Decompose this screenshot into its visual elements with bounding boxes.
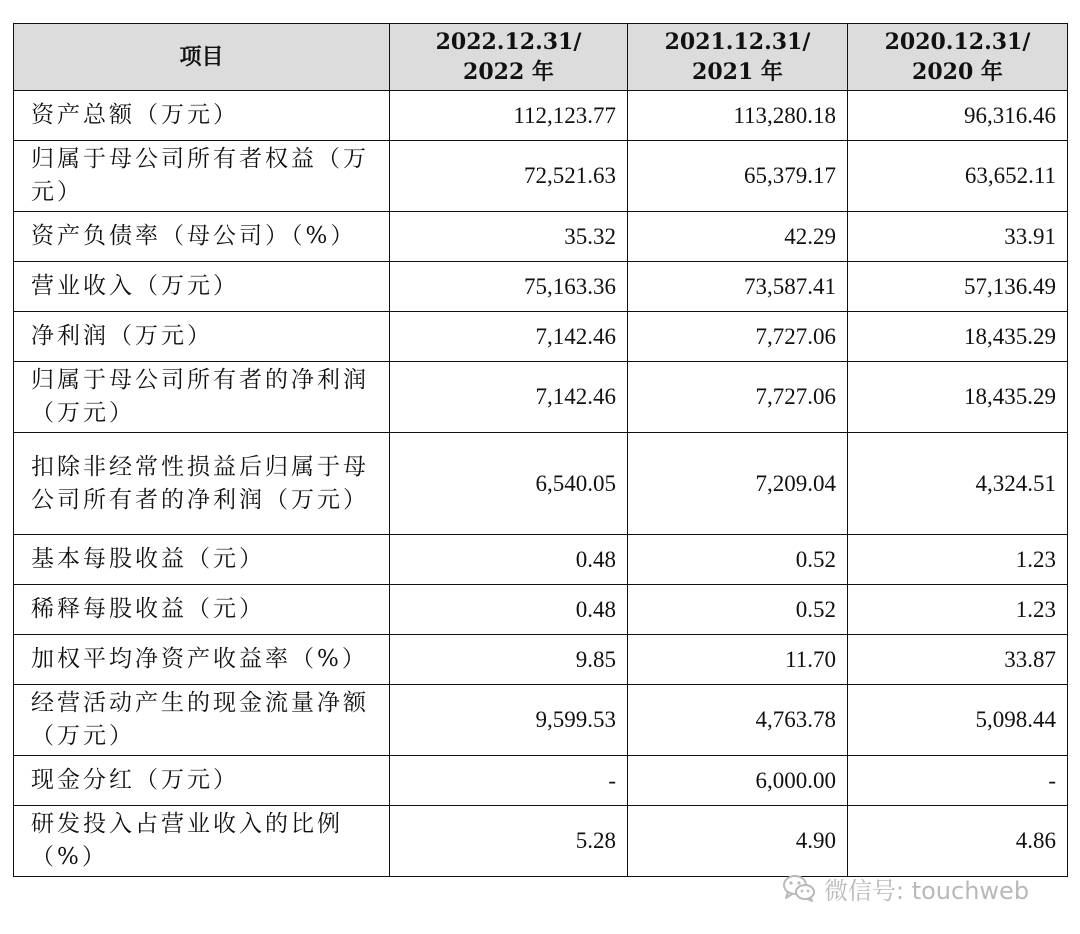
value-2020: 33.91	[848, 212, 1068, 262]
value-2021: 7,209.04	[628, 433, 848, 535]
table-row	[14, 806, 1068, 877]
value-2020: 96,316.46	[848, 91, 1068, 141]
table-row	[14, 685, 1068, 756]
value-2021: 113,280.18	[628, 91, 848, 141]
table-row	[14, 362, 1068, 433]
value-2022: 9.85	[390, 635, 628, 685]
value-2020: 33.87	[848, 635, 1068, 685]
wechat-icon	[782, 873, 816, 903]
value-2020: -	[848, 756, 1068, 806]
value-2020: 1.23	[848, 535, 1068, 585]
value-2021: 73,587.41	[628, 262, 848, 312]
row-label: 经营活动产生的现金流量净额（万元）	[14, 685, 390, 756]
table-row	[14, 91, 1068, 141]
value-2022: 72,521.63	[390, 141, 628, 212]
row-label: 归属于母公司所有者的净利润（万元）	[14, 362, 390, 433]
row-label: 资产总额（万元）	[14, 91, 390, 141]
row-label: 现金分红（万元）	[14, 756, 390, 806]
table-row	[14, 141, 1068, 212]
row-label: 资产负债率（母公司）（%）	[14, 212, 390, 262]
financial-data-table	[13, 23, 1068, 877]
header-item: 项目	[14, 24, 390, 91]
value-2020: 1.23	[848, 585, 1068, 635]
row-label: 加权平均净资产收益率（%）	[14, 635, 390, 685]
row-label: 归属于母公司所有者权益（万元）	[14, 141, 390, 212]
value-2020: 18,435.29	[848, 312, 1068, 362]
value-2021: 4,763.78	[628, 685, 848, 756]
value-2021: 11.70	[628, 635, 848, 685]
financial-table-container	[13, 23, 1067, 877]
value-2021: 0.52	[628, 535, 848, 585]
row-label: 稀释每股收益（元）	[14, 585, 390, 635]
value-2022: 9,599.53	[390, 685, 628, 756]
value-2022: -	[390, 756, 628, 806]
value-2020: 18,435.29	[848, 362, 1068, 433]
value-2022: 75,163.36	[390, 262, 628, 312]
value-2021: 65,379.17	[628, 141, 848, 212]
table-row	[14, 635, 1068, 685]
header-2021: 2021.12.31/ 2021 年	[628, 24, 848, 91]
row-label: 研发投入占营业收入的比例（%）	[14, 806, 390, 877]
value-2021: 7,727.06	[628, 312, 848, 362]
row-label: 营业收入（万元）	[14, 262, 390, 312]
header-2022: 2022.12.31/ 2022 年	[390, 24, 628, 91]
value-2022: 0.48	[390, 585, 628, 635]
value-2022: 35.32	[390, 212, 628, 262]
table-row	[14, 433, 1068, 535]
value-2020: 4,324.51	[848, 433, 1068, 535]
row-label: 扣除非经常性损益后归属于母公司所有者的净利润（万元）	[14, 433, 390, 535]
value-2021: 42.29	[628, 212, 848, 262]
value-2020: 5,098.44	[848, 685, 1068, 756]
table-row	[14, 312, 1068, 362]
table-row	[14, 756, 1068, 806]
value-2021: 4.90	[628, 806, 848, 877]
watermark-text: 微信号: touchweb	[824, 876, 1030, 905]
value-2020: 63,652.11	[848, 141, 1068, 212]
row-label: 基本每股收益（元）	[14, 535, 390, 585]
value-2020: 4.86	[848, 806, 1068, 877]
value-2021: 0.52	[628, 585, 848, 635]
table-row	[14, 212, 1068, 262]
table-row	[14, 262, 1068, 312]
table-header-row	[14, 24, 1068, 91]
value-2022: 112,123.77	[390, 91, 628, 141]
value-2022: 5.28	[390, 806, 628, 877]
value-2022: 0.48	[390, 535, 628, 585]
value-2021: 7,727.06	[628, 362, 848, 433]
value-2022: 6,540.05	[390, 433, 628, 535]
header-2020: 2020.12.31/ 2020 年	[848, 24, 1068, 91]
value-2022: 7,142.46	[390, 362, 628, 433]
row-label: 净利润（万元）	[14, 312, 390, 362]
wechat-watermark	[782, 868, 1029, 908]
value-2021: 6,000.00	[628, 756, 848, 806]
table-row	[14, 585, 1068, 635]
table-row	[14, 535, 1068, 585]
value-2022: 7,142.46	[390, 312, 628, 362]
value-2020: 57,136.49	[848, 262, 1068, 312]
